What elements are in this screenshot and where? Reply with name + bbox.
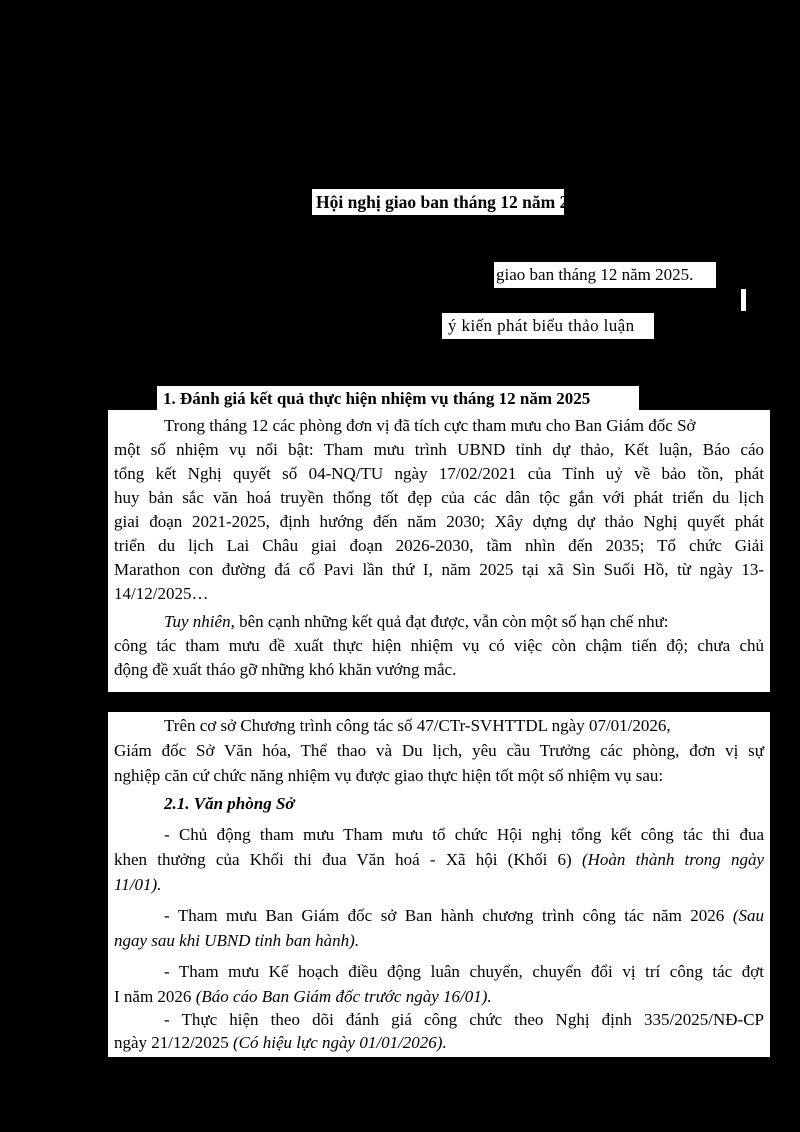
section1-p1-line: triển du lịch Lai Châu giai đoạn 2026-2030, tầm nhìn đến 2035; Tổ chức Giải xyxy=(114,536,764,555)
intro-box-2 xyxy=(442,313,654,339)
section1-p1-line: huy bản sắc văn hoá truyền thống tốt đẹp của các dân tộc gắn với phát triển du lịch xyxy=(114,488,764,507)
item1-line-c: 11/01). xyxy=(114,875,162,894)
section1-heading: 1. Đánh giá kết quả thực hiện nhiệm vụ tháng 12 năm 2025 xyxy=(163,389,591,408)
section1-p1-line: Marathon con đường đá cổ Pavi lần thứ I, năm 2025 tại xã Sìn Suối Hồ, từ ngày 13- xyxy=(114,560,764,579)
section1-p2-line: động đề xuất tháo gỡ những khó khăn vướng mắc. xyxy=(114,660,457,679)
item3-line-b xyxy=(114,985,492,1009)
item1-line-b xyxy=(114,848,764,872)
section2-intro-line: nghiệp căn cứ chức năng nhiệm vụ được giao thực hiện tốt một số nhiệm vụ sau: xyxy=(114,766,664,785)
section1-p1-line: một số nhiệm vụ nổi bật: Tham mưu trình UBND tỉnh dự thảo, Kết luận, Báo cáo xyxy=(114,440,764,459)
section1-p2-rest: bên cạnh những kết quả đạt được, vẫn còn một số hạn chế như: xyxy=(234,612,669,631)
item4-text: ngày 21/12/2025 xyxy=(114,1033,233,1052)
section2-body xyxy=(108,712,770,1057)
item4-line-b xyxy=(114,1031,447,1055)
item1-line-a: - Chủ động tham mưu Tham mưu tổ chức Hội nghị tổng kết công tác thi đua xyxy=(164,825,764,844)
section1-p1-line: tổng kết Nghị quyết số 04-NQ/TU ngày 17/02/2021 của Tỉnh uỷ về bảo tồn, phát xyxy=(114,464,764,483)
item1-text: khen thưởng của Khối thi đua Văn hoá - Xã hội (Khối 6) xyxy=(114,850,582,869)
section1-p1-line: giai đoạn 2021-2025, định hướng đến năm 2030; Xây dựng dự thảo Nghị quyết phát xyxy=(114,512,764,531)
section1-heading-box xyxy=(157,386,639,412)
item2-line-a xyxy=(164,904,764,928)
item2-line-b: ngay sau khi UBND tỉnh ban hành). xyxy=(114,931,360,950)
section1-p2-line: công tác tham mưu đề xuất thực hiện nhiệm vụ có việc còn chậm tiến độ; chưa chủ xyxy=(114,636,764,655)
section1-p1-line: Trong tháng 12 các phòng đơn vị đã tích cực tham mưu cho Ban Giám đốc Sở xyxy=(164,416,696,435)
item1-note: (Hoàn thành trong ngày xyxy=(581,850,764,869)
intro-line-2: ý kiến phát biểu thảo luận xyxy=(448,316,635,335)
section2-intro-line: Trên cơ sở Chương trình công tác số 47/CTr-SVHTTDL ngày 07/01/2026, xyxy=(164,716,671,735)
item3-text: I năm 2026 xyxy=(114,987,196,1006)
intro-line-1: giao ban tháng 12 năm 2025. xyxy=(496,265,694,284)
item2-text: - Tham mưu Ban Giám đốc sở Ban hành chương trình công tác năm 2026 xyxy=(164,906,733,925)
section1-p1-line: 14/12/2025… xyxy=(114,584,209,603)
intro-box-1 xyxy=(494,262,716,288)
section1-p2-italic: Tuy nhiên, xyxy=(164,612,235,631)
section2-sub-heading: 2.1. Văn phòng Sở xyxy=(164,794,295,813)
item4-note: (Có hiệu lực ngày 01/01/2026). xyxy=(233,1033,447,1052)
item3-line-a: - Tham mưu Kế hoạch điều động luân chuyển, chuyển đổi vị trí công tác đợt xyxy=(164,962,764,981)
edge-mark xyxy=(741,289,746,311)
item2-note: (Sau xyxy=(732,906,764,925)
section1-p2-first-line xyxy=(164,610,669,634)
section2-intro-line: Giám đốc Sở Văn hóa, Thể thao và Du lịch, yêu cầu Trưởng các phòng, đơn vị sự xyxy=(114,741,764,760)
section1-body xyxy=(108,410,770,692)
item3-note: (Báo cáo Ban Giám đốc trước ngày 16/01). xyxy=(195,987,492,1006)
title-box xyxy=(312,189,595,215)
item4-line-a: - Thực hiện theo dõi đánh giá công chức theo Nghị định 335/2025/NĐ-CP xyxy=(164,1010,764,1029)
meeting-title: Hội nghị giao ban tháng 12 năm 2025 xyxy=(316,192,595,212)
